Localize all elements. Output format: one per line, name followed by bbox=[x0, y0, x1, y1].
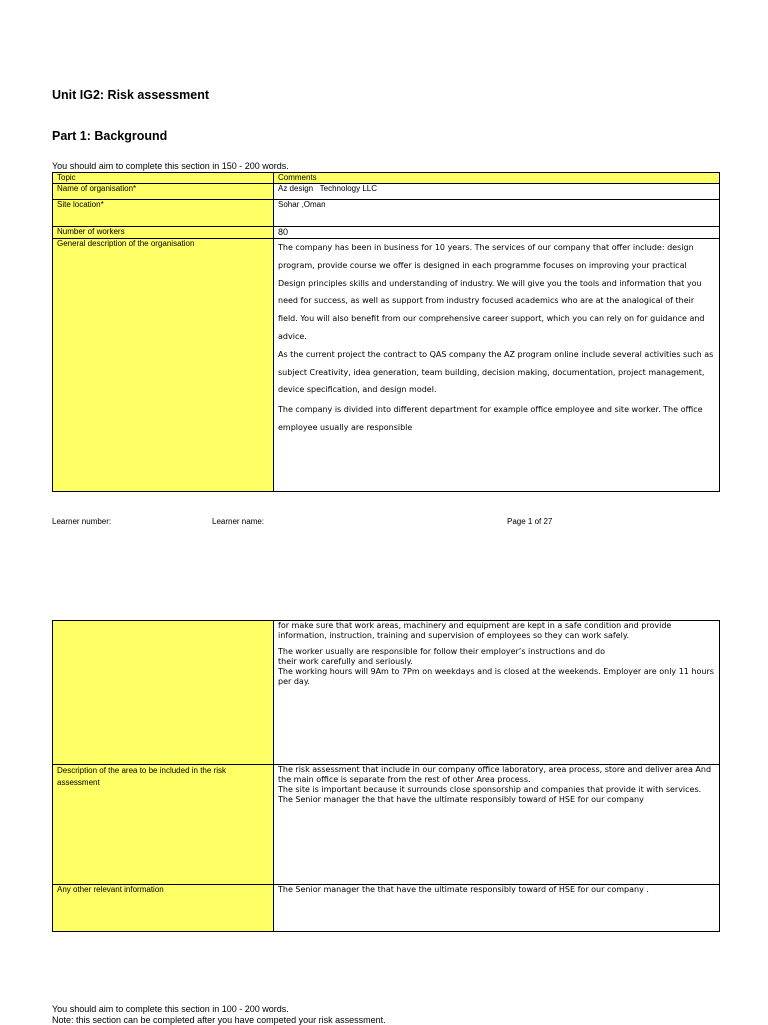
part-title: Part 1: Background bbox=[52, 129, 168, 143]
area-description-label: Description of the area to be included in the risk assessment bbox=[53, 765, 274, 885]
general-description-value[interactable] bbox=[274, 239, 720, 492]
word-count-instruction-2: You should aim to complete this section in 100 - 200 words. bbox=[52, 1004, 289, 1014]
number-of-workers-value[interactable]: 80 bbox=[274, 227, 720, 239]
table-row bbox=[53, 885, 720, 932]
table-row bbox=[53, 621, 720, 765]
other-info-label: Any other relevant information bbox=[53, 885, 274, 932]
description-paragraph: The company is divided into different department for example office employee and site worker. The office employee usually are responsible bbox=[278, 405, 703, 432]
other-info-paragraph: The Senior manager the that have the ultimate responsibly toward of HSE for our company . bbox=[278, 885, 649, 894]
comments-header: Comments bbox=[274, 173, 720, 184]
table-row bbox=[53, 765, 720, 885]
other-info-value[interactable] bbox=[274, 885, 720, 932]
continuation-value[interactable] bbox=[274, 621, 720, 765]
number-of-workers-label: Number of workers bbox=[53, 227, 274, 239]
table-header-row bbox=[53, 173, 720, 184]
continuation-label bbox=[53, 621, 274, 765]
word-count-instruction: You should aim to complete this section in 150 - 200 words. bbox=[52, 161, 289, 171]
general-description-label: General description of the organisation bbox=[53, 239, 274, 492]
table-row bbox=[53, 227, 720, 239]
organisation-name-value[interactable]: Az design Technology LLC bbox=[274, 184, 720, 200]
area-description-value[interactable] bbox=[274, 765, 720, 885]
site-location-label: Site location* bbox=[53, 200, 274, 227]
table-row bbox=[53, 239, 720, 492]
continuation-table bbox=[52, 620, 720, 932]
area-paragraph: The site is important because it surrounds close sponsorship and companies that provide it with services. The Senior manager the that have the ultimate responsibly toward of HSE for our company bbox=[278, 785, 702, 804]
description-paragraph: As the current project the contract to QAS company the AZ program online include several activities such as subject Creativity, idea generation, team building, decision making, documentation, project management, device specification, and design model. bbox=[278, 349, 714, 395]
learner-number-label: Learner number: bbox=[52, 517, 112, 526]
continuation-paragraph: The worker usually are responsible for follow their employer’s instructions and do their work carefully and seriously. bbox=[278, 647, 605, 666]
continuation-paragraph: The working hours will 9Am to 7Pm on weekdays and is closed at the weekends. Employer are only 11 hours per day. bbox=[278, 667, 714, 686]
page-number: Page 1 of 27 bbox=[507, 517, 553, 526]
completion-note: Note: this section can be completed after you have competed your risk assessment. bbox=[52, 1015, 386, 1025]
unit-title: Unit IG2: Risk assessment bbox=[52, 88, 210, 102]
site-location-value[interactable]: Sohar ,Oman bbox=[274, 200, 720, 227]
background-table bbox=[52, 172, 720, 492]
learner-name-label: Learner name: bbox=[212, 517, 265, 526]
table-row bbox=[53, 200, 720, 227]
continuation-paragraph: for make sure that work areas, machinery and equipment are kept in a safe condition and provide information, instruction, training and supervision of employees so they can work safely. bbox=[278, 621, 672, 640]
organisation-name-label: Name of organisation* bbox=[53, 184, 274, 200]
description-paragraph: The company has been in business for 10 years. The services of our company that offer include: design program, provide course we offer is designed in each programme focuses on improving your practical Design principles skills and understanding of industry. We will give you the tools and information that you need for success, as well as support from industry focused academics who are at the analogical of their field. You will also benefit from our comprehensive career support, which you can rely on for guidance and advice. bbox=[278, 243, 705, 341]
table-row bbox=[53, 184, 720, 200]
area-paragraph: The risk assessment that include in our company office laboratory, area process, store and deliver area And the main office is separate from the rest of other Area process. bbox=[278, 765, 712, 784]
topic-header: Topic bbox=[53, 173, 274, 184]
